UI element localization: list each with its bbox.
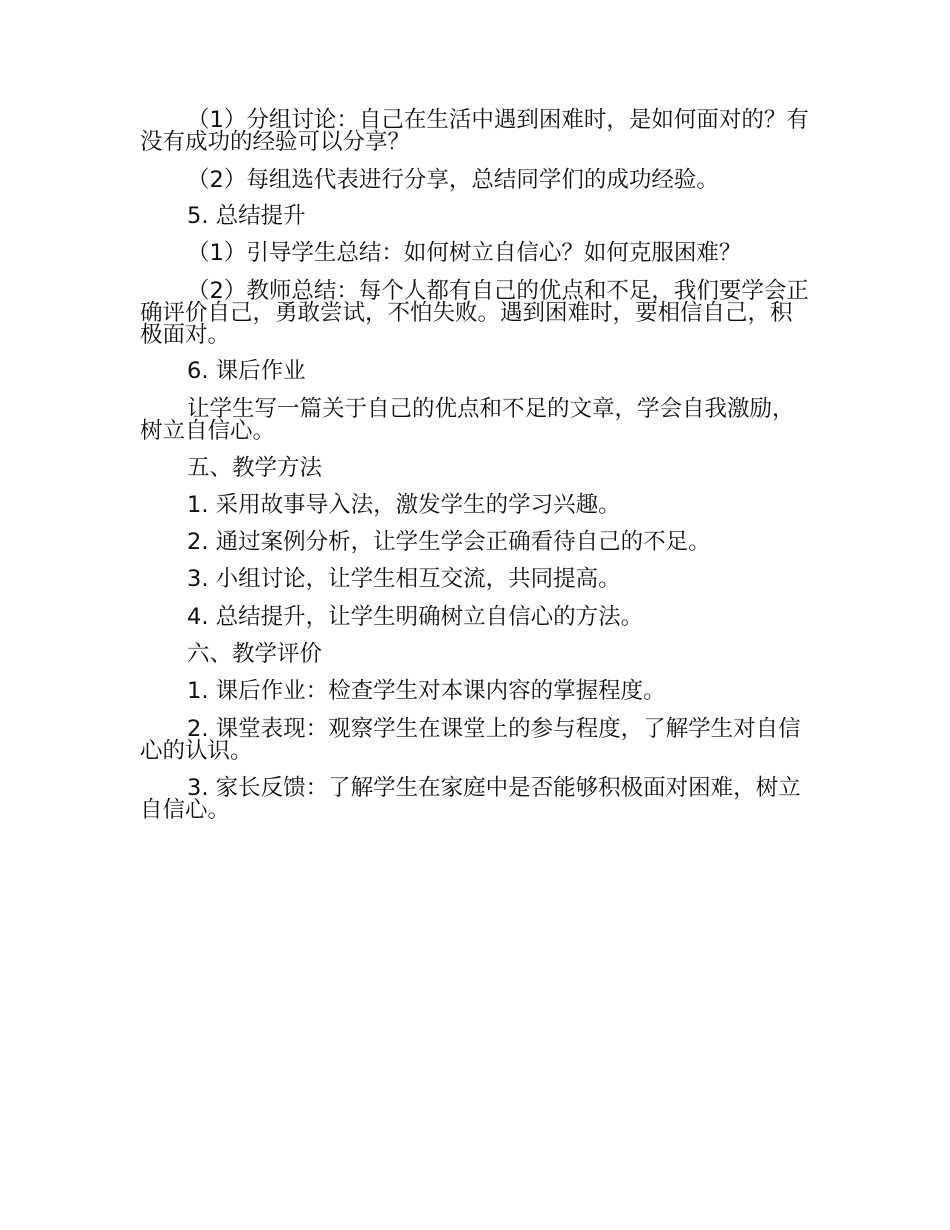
paragraph-method-1: 1. 采用故事导入法，激发学生的学习兴趣。	[187, 492, 621, 518]
paragraph-group-discussion: （1）分组讨论：自己在生活中遇到困难时，是如何面对的？有没有成功的经验可以分享？	[140, 107, 809, 155]
paragraph-method-3: 3. 小组讨论，让学生相互交流，共同提高。	[187, 566, 621, 592]
paragraph-eval-2: 2. 课堂表现：观察学生在课堂上的参与程度，了解学生对自信心的认识。	[140, 716, 801, 764]
paragraph-method-4: 4. 总结提升，让学生明确树立自信心的方法。	[187, 604, 644, 630]
paragraph-method-2: 2. 通过案例分析，让学生学会正确看待自己的不足。	[187, 529, 711, 555]
paragraph-homework: 让学生写一篇关于自己的优点和不足的文章，学会自我激励，树立自信心。	[140, 396, 795, 444]
paragraph-group-share: （2）每组选代表进行分享，总结同学们的成功经验。	[187, 167, 719, 193]
heading-teaching-methods: 五、教学方法	[187, 455, 323, 481]
paragraph-eval-1: 1. 课后作业：检查学生对本课内容的掌握程度。	[187, 678, 666, 704]
heading-homework: 6. 课后作业	[187, 358, 306, 384]
paragraph-teacher-summary: （2）教师总结：每个人都有自己的优点和不足，我们要学会正确评价自己，勇敢尝试，不怕失败。遇到困难时，要相信自己，积极面对。	[140, 278, 809, 348]
paragraph-guide-summary: （1）引导学生总结：如何树立自信心？如何克服困难？	[187, 240, 742, 266]
heading-teaching-evaluation: 六、教学评价	[187, 641, 323, 667]
paragraph-eval-3: 3. 家长反馈：了解学生在家庭中是否能够积极面对困难，树立自信心。	[140, 775, 801, 823]
heading-summary: 5. 总结提升	[187, 203, 306, 229]
